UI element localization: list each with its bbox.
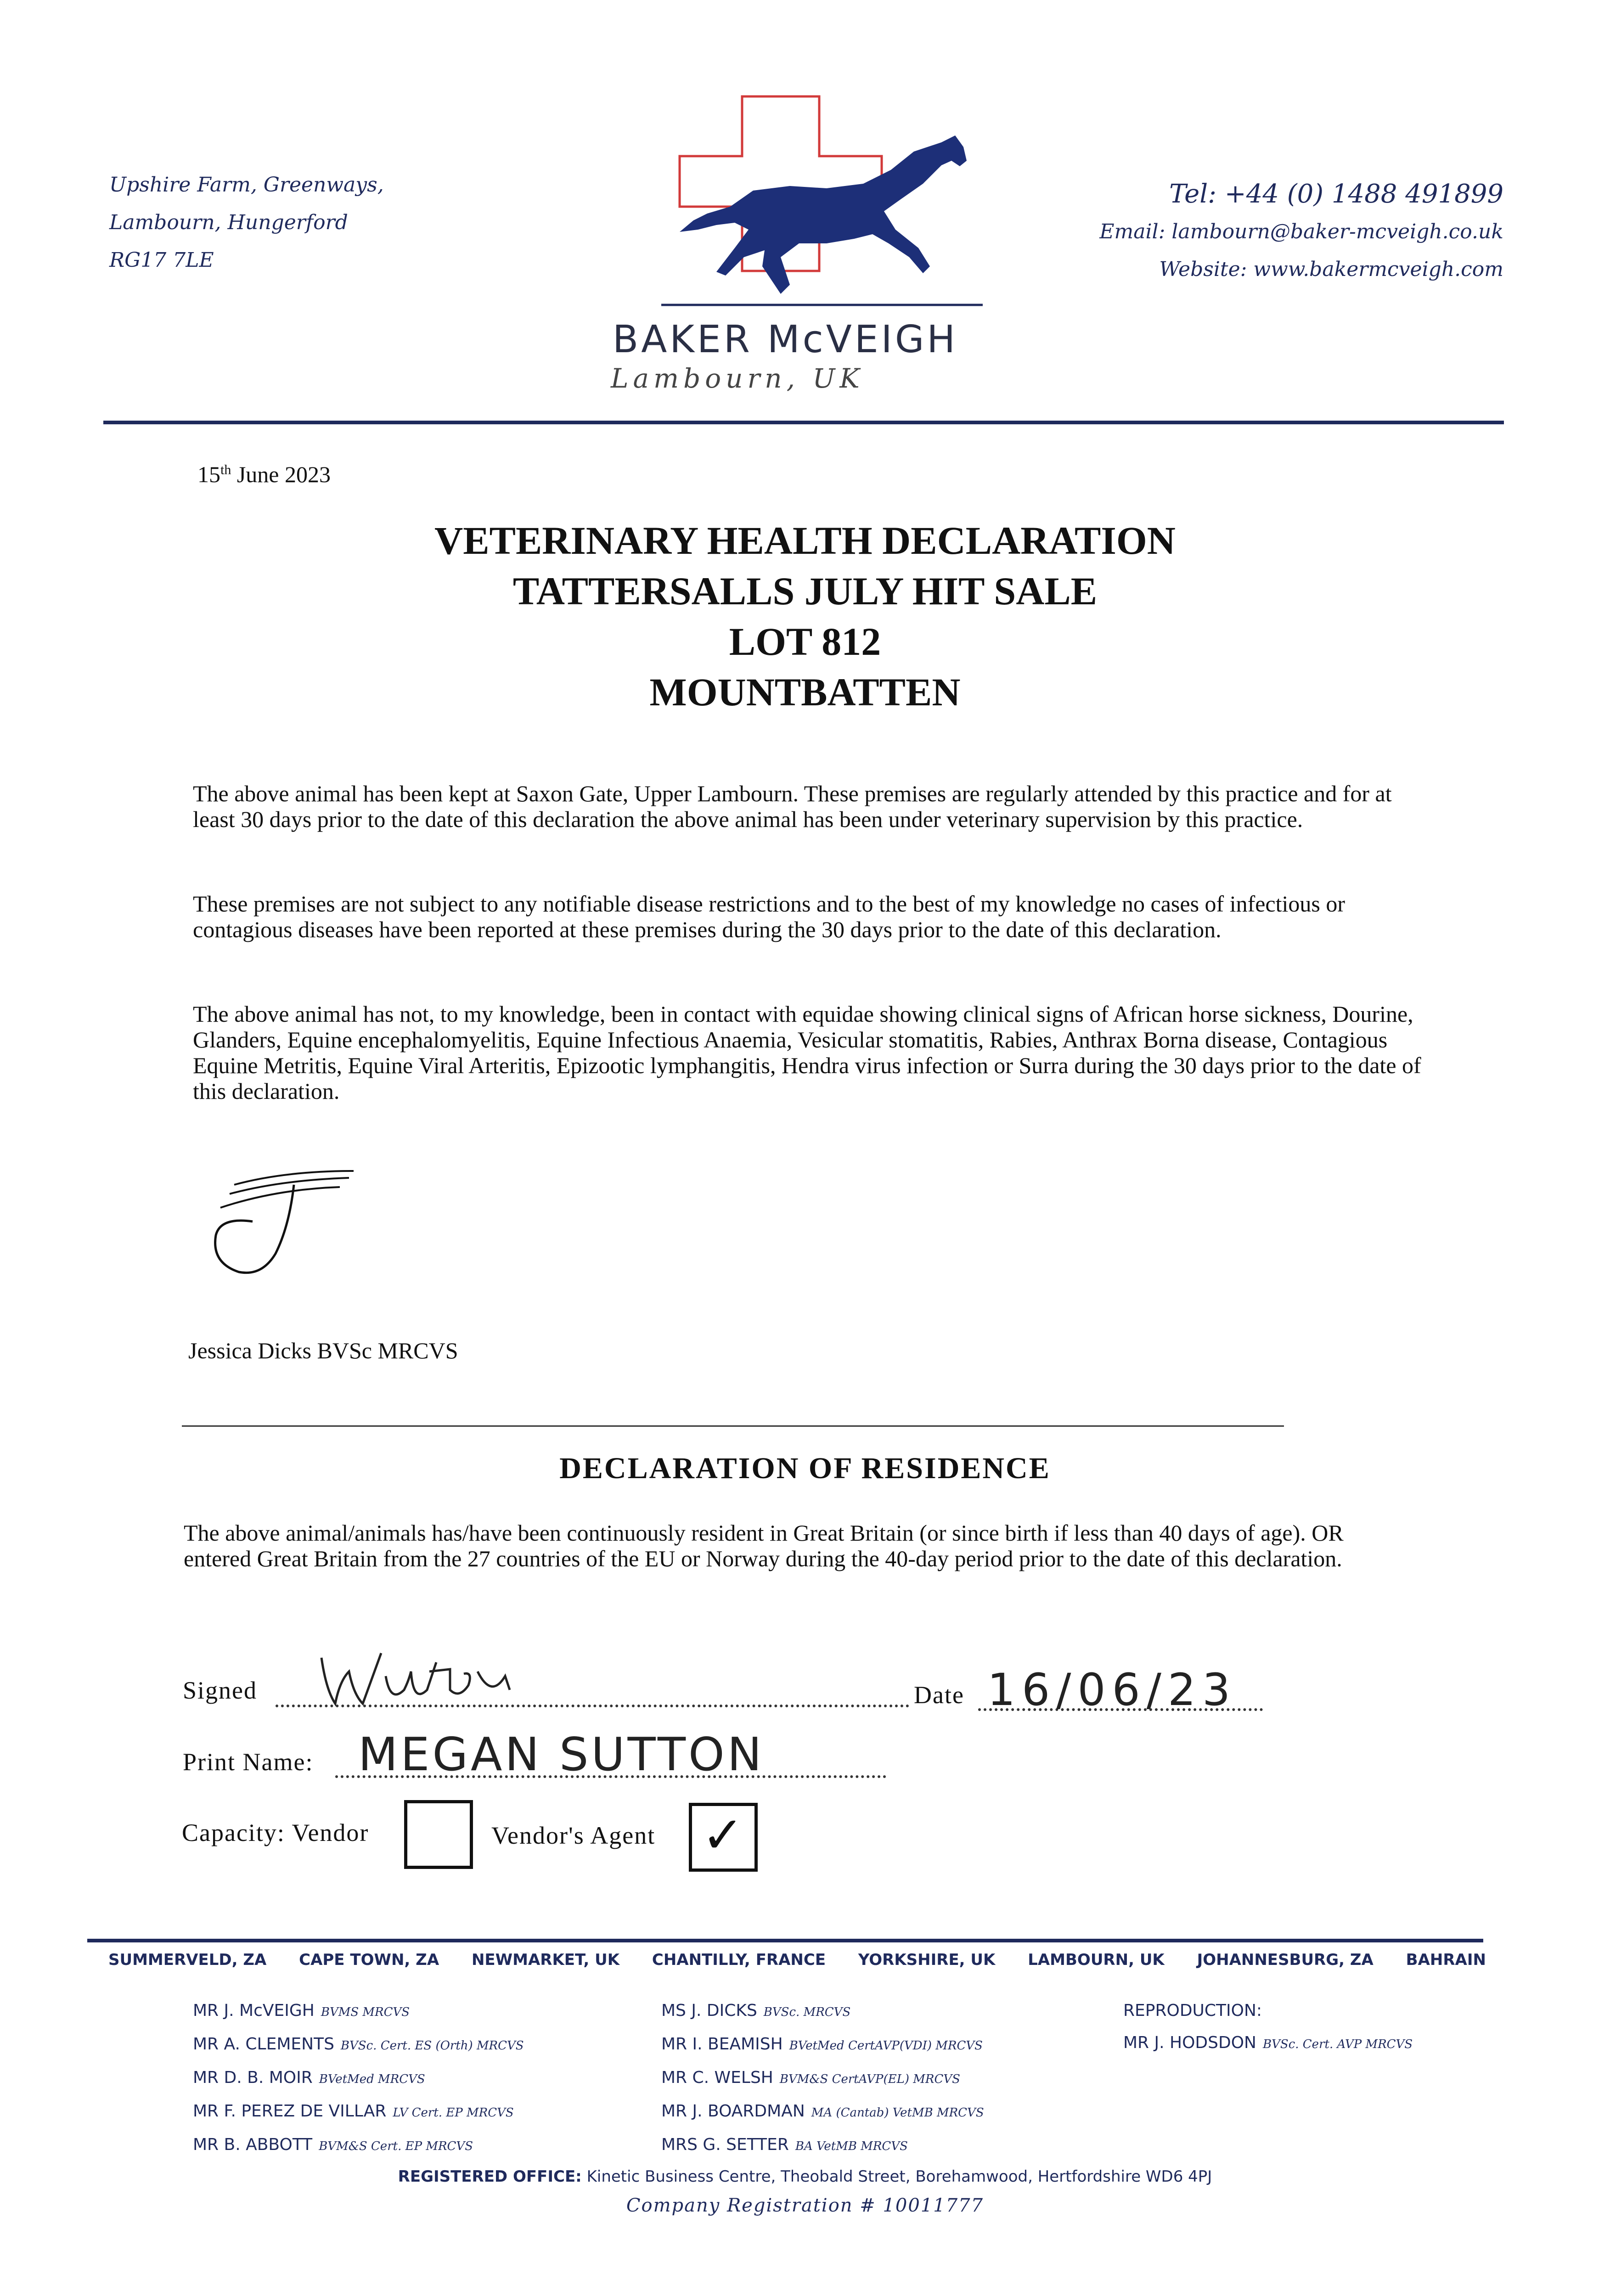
residence-title: DECLARATION OF RESIDENCE [559,1452,1051,1485]
logo-icon [625,92,983,321]
staff-entry [661,2095,984,2129]
section-divider [182,1425,1284,1427]
location-item: CAPE TOWN, ZA [299,1951,439,1969]
signed-label: Signed [183,1677,258,1704]
staff-name: MR F. PEREZ DE VILLAR [193,2102,387,2121]
staff-name: MR I. BEAMISH [661,2035,783,2054]
horse-icon [680,135,967,294]
staff-name: MR D. B. MOIR [193,2068,313,2087]
staff-name: MR J. McVEIGH [193,2001,315,2020]
staff-name: MR C. WELSH [661,2068,773,2087]
date-rest: June 2023 [236,461,331,487]
title-line-1: VETERINARY HEALTH DECLARATION [434,518,1176,563]
staff-column-2 [661,1995,984,2162]
staff-name: MR A. CLEMENTS [193,2035,334,2054]
office-locations [108,1951,1486,1969]
registered-office-address: Kinetic Business Centre, Theobald Street, Borehamwood, Hertfordshire WD6 4PJ [586,2167,1212,2186]
staff-entry [193,2028,524,2062]
registered-office [0,2167,1610,2186]
staff-column-1 [193,1995,524,2162]
vet-name: Jessica Dicks BVSc MRCVS [188,1338,458,1363]
staff-quals: BVM&S CertAVP(EL) MRCVS [779,2072,960,2086]
declaration-title [0,515,1610,717]
staff-name: MR J. BOARDMAN [661,2102,805,2121]
contact-details [1099,175,1503,288]
staff-quals: MA (Cantab) VetMB MRCVS [811,2106,984,2120]
staff-entry [661,1995,984,2028]
staff-column-3 [1123,1995,1413,2060]
telephone: Tel: +44 (0) 1488 491899 [1169,179,1503,209]
date-day: 15 [197,461,220,487]
print-name-handwritten: MEGAN SUTTON [358,1728,765,1781]
paragraph-restrictions: These premises are not subject to any notifiable disease restrictions and to the best of my knowledge no cases of infectious or contagious diseases have been reported at these premises during the 30 days prior to the date of this declaration. [193,891,1345,942]
staff-name: MR J. HODSDON [1123,2033,1256,2052]
brand-name: BAKER McVEIGH [612,318,958,361]
reproduction-heading: REPRODUCTION: [1123,2001,1262,2020]
location-item: SUMMERVELD, ZA [108,1951,267,1969]
location-item: NEWMARKET, UK [471,1951,620,1969]
footer-divider [87,1939,1483,1942]
title-line-2: TATTERSALLS JULY HIT SALE [512,569,1098,613]
staff-entry [193,1995,524,2028]
practice-address [109,166,384,279]
staff-quals: BVetMed MRCVS [319,2072,425,2086]
staff-entry [193,2095,524,2129]
location-item: YORKSHIRE, UK [858,1951,996,1969]
staff-quals: BVSc. Cert. AVP MRCVS [1263,2037,1413,2051]
staff-quals: BVM&S Cert. EP MRCVS [319,2139,473,2153]
brand-location: Lambourn, UK [611,363,864,394]
location-item: LAMBOURN, UK [1028,1951,1165,1969]
paragraph-premises: The above animal has been kept at Saxon Gate, Upper Lambourn. These premises are regularly attended by this practice and for at least 30 days prior to the date of this declaration the above animal has been under veterinary supervision by this practice. [193,781,1392,832]
staff-entry [193,2129,524,2162]
address-line-3: RG17 7LE [109,248,214,272]
location-item: BAHRAIN [1406,1951,1486,1969]
staff-entry [661,2028,984,2062]
vendor-signature-icon [312,1644,551,1713]
location-item: JOHANNESBURG, ZA [1197,1951,1374,1969]
print-name-label: Print Name: [183,1748,314,1776]
website: Website: www.bakermcveigh.com [1159,258,1503,281]
location-item: CHANTILLY, FRANCE [652,1951,826,1969]
registered-office-label: REGISTERED OFFICE: [398,2167,582,2186]
address-line-2: Lambourn, Hungerford [109,211,348,234]
date-suffix: th [220,462,231,478]
staff-name: MR B. ABBOTT [193,2135,313,2154]
address-line-1: Upshire Farm, Greenways, [109,173,384,197]
staff-entry [193,2062,524,2095]
staff-quals: BVSc. Cert. ES (Orth) MRCVS [340,2039,524,2053]
vendor-checkbox[interactable] [404,1800,473,1869]
title-line-3: LOT 812 [729,619,881,664]
paragraph-contact: The above animal has not, to my knowledge, been in contact with equidae showing clinical signs of African horse sickness, Dourine, Glanders, Equine encephalomyelitis, Equine Infectious Anaemia, Vesicular stomatitis, Rabies, Anthrax Borna disease, Contagious Equine Metritis, Equine Viral Arteritis, Epizootic lymphangitis, Hendra virus infection or Surra during the 30 days prior to the date of this declaration. [193,1001,1421,1104]
staff-entry [1123,2027,1413,2060]
staff-quals: BVetMed CertAVP(VDI) MRCVS [789,2039,983,2053]
vet-signature-icon [202,1157,367,1295]
vendors-agent-label: Vendor's Agent [491,1822,656,1849]
staff-entry [661,2129,984,2162]
staff-name: MS J. DICKS [661,2001,757,2020]
capacity-vendor-label: Capacity: Vendor [182,1819,369,1846]
staff-quals: BVMS MRCVS [321,2005,410,2019]
staff-name: MRS G. SETTER [661,2135,789,2154]
date-handwritten: 16/06/23 [987,1664,1237,1716]
staff-quals: BVSc. MRCVS [763,2005,851,2019]
header-divider [103,421,1504,424]
staff-quals: LV Cert. EP MRCVS [393,2106,514,2120]
document-date [197,461,331,488]
staff-quals: BA VetMB MRCVS [795,2139,908,2153]
email: Email: lambourn@baker-mcveigh.co.uk [1099,220,1503,243]
date-label: Date [914,1681,964,1709]
staff-entry [661,2062,984,2095]
checkmark-icon: ✓ [702,1806,744,1864]
residence-paragraph: The above animal/animals has/have been continuously resident in Great Britain (or since birth if less than 40 days of age). OR entered Great Britain from the 27 countries of the EU or Norway during the 40-day period prior to the date of this declaration. [184,1520,1344,1571]
title-line-4: MOUNTBATTEN [649,670,961,714]
company-registration: Company Registration # 10011777 [626,2195,984,2216]
